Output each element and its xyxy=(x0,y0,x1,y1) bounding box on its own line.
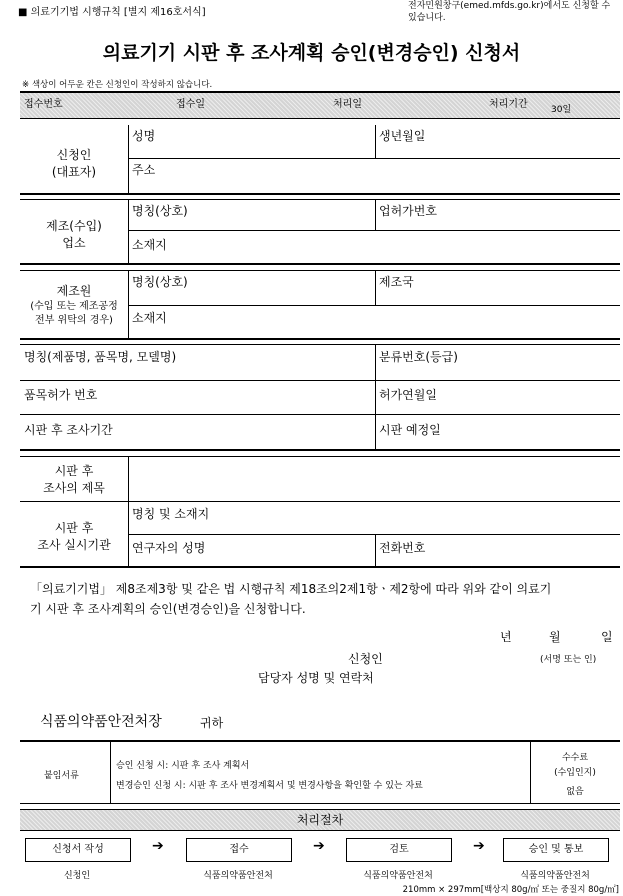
product-name-field[interactable]: 명칭(제품명, 품목명, 모델명) xyxy=(24,350,177,364)
date-month: 월 xyxy=(549,630,561,644)
arrow-icon: ➔ xyxy=(152,838,164,854)
survey-title-label: 시판 후 조사의 제목 xyxy=(43,464,105,495)
attachment-item-1: 승인 신청 시: 시판 후 조사 계획서 xyxy=(116,761,250,771)
survey-period-field[interactable]: 시판 후 조사기간 xyxy=(24,423,113,437)
step-2-box: 접수 xyxy=(186,838,292,862)
shade-note: ※ 색상이 어두운 칸은 신청인이 작성하지 않습니다. xyxy=(22,80,213,90)
launch-date-field[interactable]: 시판 예정일 xyxy=(379,423,441,437)
manufacturer-name-field[interactable]: 명칭(상호) xyxy=(132,204,188,218)
addressee-org: 식품의약품안전처장 xyxy=(40,714,162,730)
date-year: 년 xyxy=(500,630,512,644)
permit-no-field[interactable]: 품목허가 번호 xyxy=(24,388,98,402)
origin-section-label: 제조원 (수입 또는 제조공정 전부 위탁의 경우) xyxy=(30,284,118,326)
statement-line-1: 「의료기기법」 제8조제3항 및 같은 법 시행규칙 제18조의2제1항ㆍ제2항에 따라 위와 같이 의료기 xyxy=(30,582,552,596)
process-period-label: 처리기간 xyxy=(489,99,528,110)
step-1-actor: 신청인 xyxy=(63,871,91,881)
statement-line-2: 기 시판 후 조사계획의 승인(변경승인)을 신청합니다. xyxy=(30,602,306,616)
receipt-date-label: 접수일 xyxy=(176,99,205,110)
form-title: 의료기기 시판 후 조사계획 승인(변경승인) 신청서 xyxy=(102,42,521,64)
fee-box: 수수료 (수입인지) 없음 xyxy=(554,753,596,797)
step-3-box: 검토 xyxy=(346,838,452,862)
applicant-name-field[interactable]: 성명 xyxy=(132,129,156,143)
office-use-row xyxy=(20,92,620,118)
procedure-title: 처리절차 xyxy=(20,810,620,830)
survey-org-label: 시판 후 조사 실시기관 xyxy=(37,521,111,552)
step-2-actor: 식품의약품안전처 xyxy=(203,871,273,881)
origin-name-field[interactable]: 명칭(상호) xyxy=(132,275,188,289)
process-date-label: 처리일 xyxy=(333,99,362,110)
attachments-label: 붙임서류 xyxy=(44,771,79,781)
contact-label: 담당자 성명 및 연락처 xyxy=(258,671,374,685)
sign-hint: (서명 또는 인) xyxy=(540,655,597,665)
survey-title-field[interactable] xyxy=(132,460,612,496)
origin-location-field[interactable]: 소재지 xyxy=(132,311,167,325)
manufacturer-license-field[interactable]: 업허가번호 xyxy=(379,204,437,218)
process-period-value: 30일 xyxy=(551,105,572,115)
researcher-name-field[interactable]: 연구자의 성명 xyxy=(132,541,206,555)
arrow-icon: ➔ xyxy=(313,838,325,854)
origin-country-field[interactable]: 제조국 xyxy=(379,275,414,289)
step-4-actor: 식품의약품안전처 xyxy=(520,871,590,881)
step-3-actor: 식품의약품안전처 xyxy=(363,871,433,881)
addressee-suffix: 귀하 xyxy=(200,716,224,730)
permit-date-field[interactable]: 허가연월일 xyxy=(379,388,437,402)
receipt-no-label: 접수번호 xyxy=(24,99,63,110)
product-class-field[interactable]: 분류번호(등급) xyxy=(379,350,458,364)
online-note: 전자민원창구(emed.mfds.go.kr)에서도 신청할 수 있습니다. xyxy=(408,1,611,23)
applicant-address-field[interactable]: 주소 xyxy=(132,163,156,177)
attachment-item-2: 변경승인 신청 시: 시판 후 조사 변경계획서 및 변경사항을 확인할 수 있는 자료 xyxy=(116,781,423,791)
paper-spec: 210mm × 297mm[백상지 80g/㎡ 또는 중질지 80g/㎡] xyxy=(402,885,619,895)
step-4-box: 승인 및 통보 xyxy=(503,838,609,862)
applicant-birth-field[interactable]: 생년월일 xyxy=(379,129,426,143)
phone-field[interactable]: 전화번호 xyxy=(379,541,426,555)
date-day: 일 xyxy=(601,630,613,644)
law-reference: ■ 의료기기법 시행규칙 [별지 제16호서식] xyxy=(18,7,206,18)
applicant-section-label: 신청인 (대표자) xyxy=(51,148,97,179)
manufacturer-section-label: 제조(수입) 업소 xyxy=(46,219,102,250)
arrow-icon: ➔ xyxy=(473,838,485,854)
manufacturer-location-field[interactable]: 소재지 xyxy=(132,238,167,252)
survey-org-name-field[interactable]: 명칭 및 소재지 xyxy=(132,507,210,521)
step-1-box: 신청서 작성 xyxy=(25,838,131,862)
applicant-sign-label: 신청인 xyxy=(348,652,383,666)
